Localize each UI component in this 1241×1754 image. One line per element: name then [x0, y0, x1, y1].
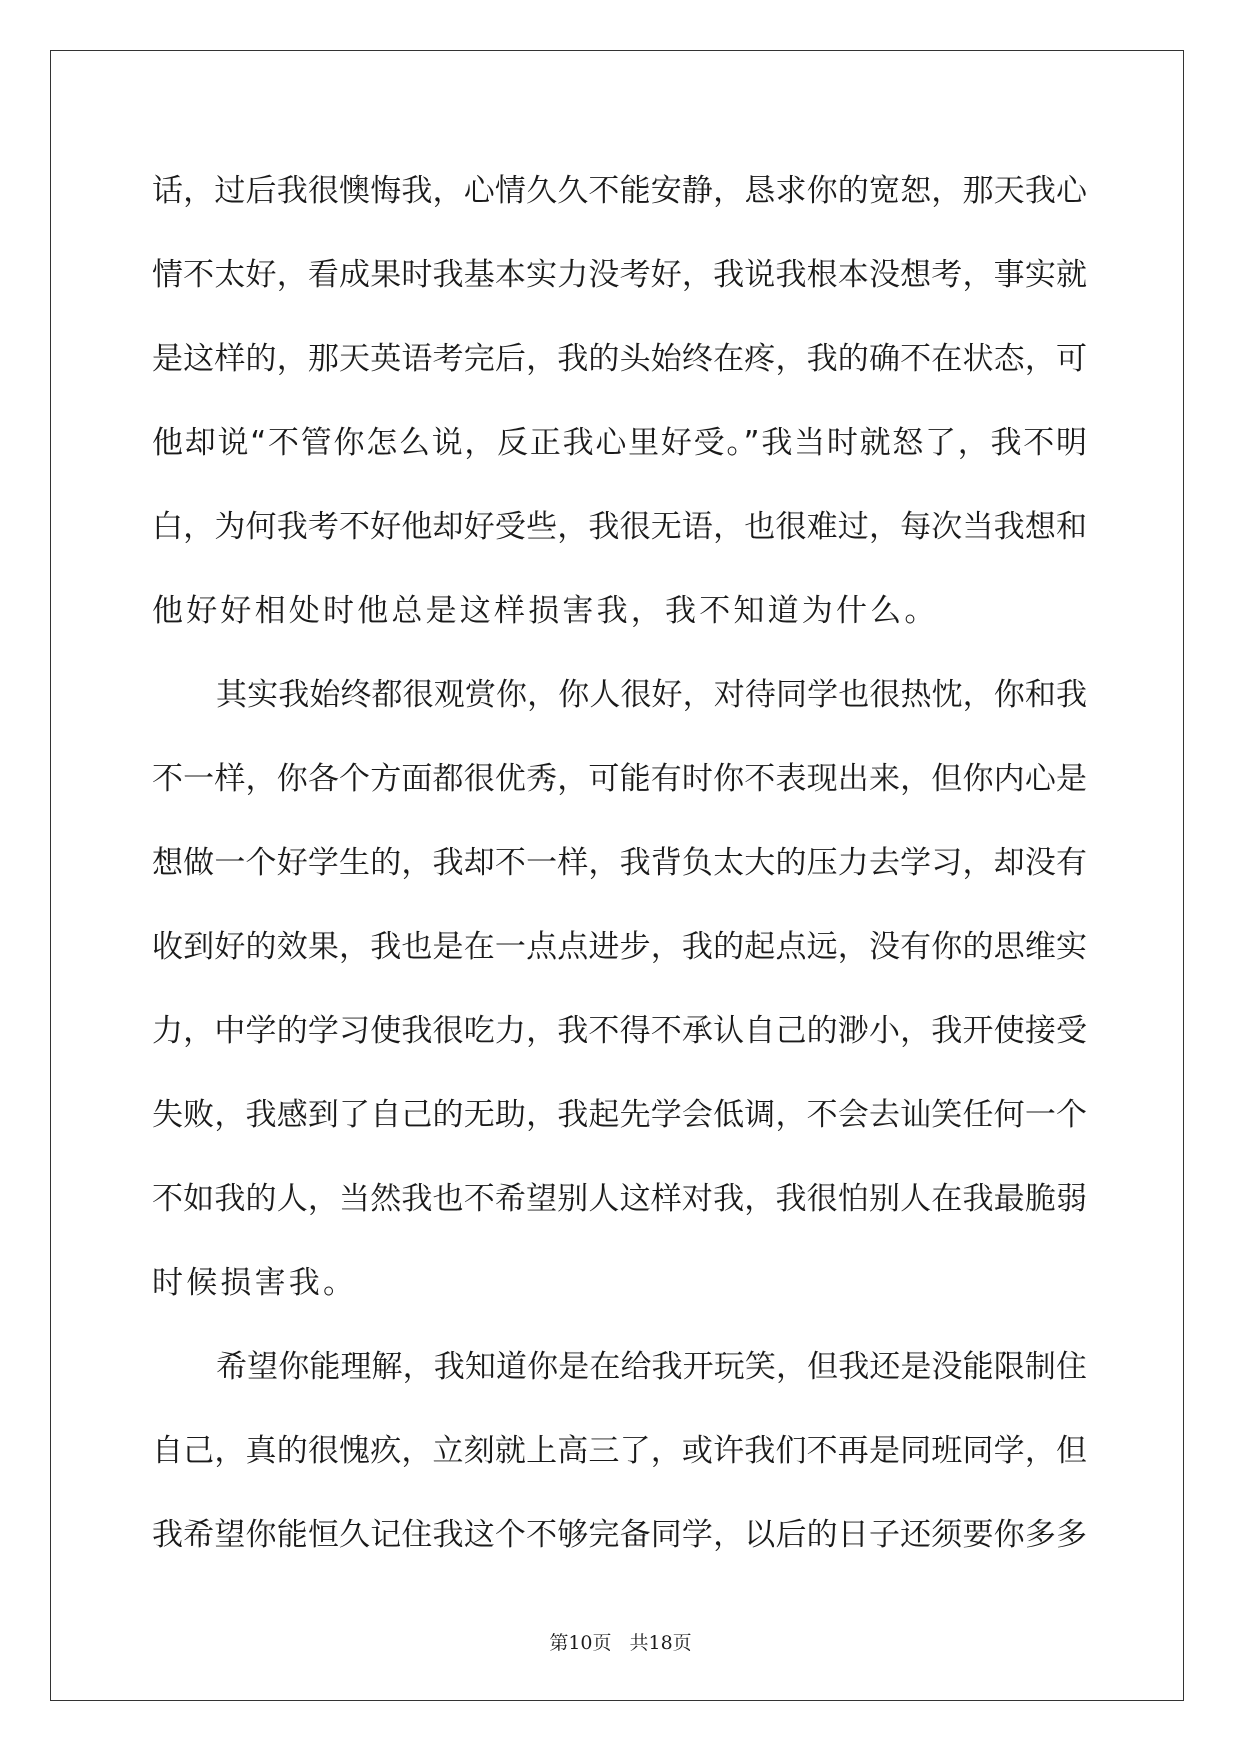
text-line: 是这样的，那天英语考完后，我的头始终在疼，我的确不在状态，可 [152, 341, 1087, 377]
text-line: 其实我始终都很观赏你，你人很好，对待同学也很热忱，你和我 [216, 677, 1087, 713]
text-line: 自己，真的很愧疚，立刻就上高三了，或许我们不再是同班同学，但 [152, 1433, 1087, 1469]
page-footer [0, 1628, 1241, 1655]
text-line: 情不太好，看成果时我基本实力没考好，我说我根本没想考，事实就 [152, 257, 1087, 293]
document-body [152, 157, 1087, 1585]
page-number: 第10页 [549, 1632, 612, 1654]
text-line: 收到好的效果，我也是在一点点进步，我的起点远，没有你的思维实 [152, 929, 1087, 965]
text-line: 时候损害我。 [152, 1265, 358, 1301]
text-line: 不如我的人，当然我也不希望别人这样对我，我很怕别人在我最脆弱 [152, 1181, 1087, 1217]
text-line: 他却说“不管你怎么说，反正我心里好受。”我当时就怒了，我不明 [152, 425, 1087, 461]
text-line: 话，过后我很懊悔我，心情久久不能安静，恳求你的宽恕，那天我心 [152, 173, 1087, 209]
text-line: 想做一个好学生的，我却不一样，我背负太大的压力去学习，却没有 [152, 845, 1087, 881]
text-line: 不一样，你各个方面都很优秀，可能有时你不表现出来，但你内心是 [152, 761, 1087, 797]
page-total: 共18页 [629, 1632, 692, 1654]
text-line: 希望你能理解，我知道你是在给我开玩笑，但我还是没能限制住 [216, 1349, 1087, 1385]
text-line: 他好好相处时他总是这样损害我，我不知道为什么。 [152, 593, 939, 629]
text-line: 我希望你能恒久记住我这个不够完备同学，以后的日子还须要你多多 [152, 1517, 1087, 1553]
text-line: 力，中学的学习使我很吃力，我不得不承认自己的渺小，我开使接受 [152, 1013, 1087, 1049]
text-line: 失败，我感到了自己的无助，我起先学会低调，不会去讪笑任何一个 [152, 1097, 1087, 1133]
text-line: 白，为何我考不好他却好受些，我很无语，也很难过，每次当我想和 [152, 509, 1087, 545]
